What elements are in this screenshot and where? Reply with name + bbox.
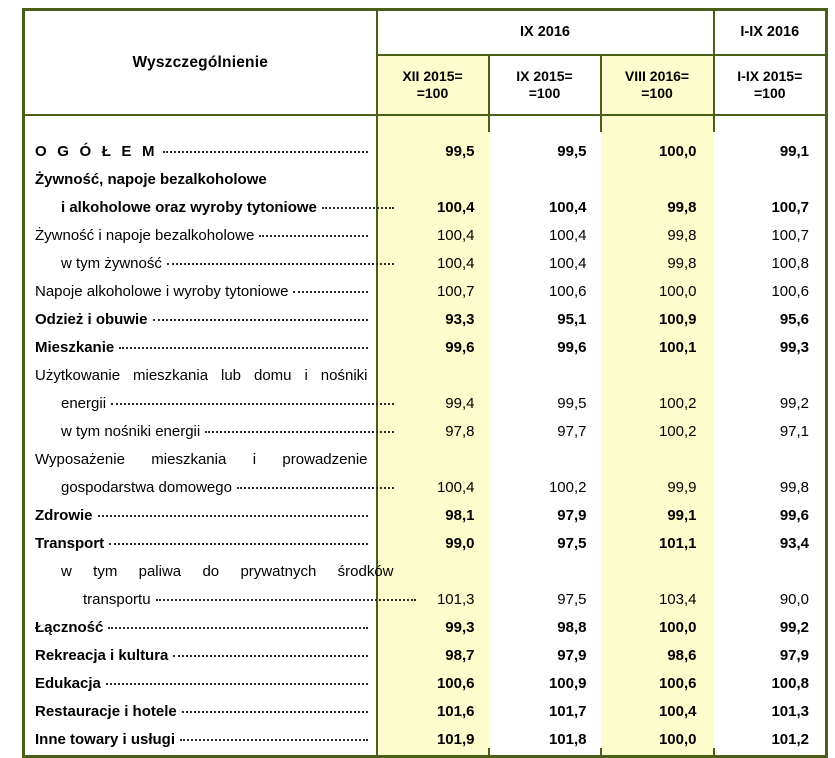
value-cell: 98,8 <box>489 608 601 636</box>
table-row <box>24 384 827 412</box>
value-cell: 97,9 <box>489 636 601 664</box>
value-cell: 95,6 <box>714 300 827 328</box>
value-cell: 97,5 <box>489 524 601 552</box>
table-row <box>24 552 827 580</box>
value-cell: 98,1 <box>377 496 489 524</box>
sub-header-viii-2016: VIII 2016= =100 <box>601 55 714 115</box>
value-cell: 100,7 <box>714 188 827 216</box>
value-cell: 100,0 <box>601 272 714 300</box>
row-label-cell <box>24 580 377 608</box>
value-cell: 103,4 <box>601 580 714 608</box>
row-label-leader <box>35 311 368 328</box>
row-label-cell <box>24 384 377 412</box>
row-label: transportu <box>83 591 151 608</box>
value-cell <box>714 160 827 188</box>
value-cell: 99,1 <box>714 132 827 160</box>
value-cell: 97,9 <box>489 496 601 524</box>
table-row <box>24 328 827 356</box>
spacer-cell <box>714 115 827 132</box>
value-cell: 101,8 <box>489 720 601 748</box>
leader-dots <box>163 151 368 153</box>
value-cell: 100,2 <box>489 468 601 496</box>
value-cell: 100,7 <box>377 272 489 300</box>
value-cell: 100,9 <box>601 300 714 328</box>
table-spacer-row <box>24 115 827 132</box>
table-row <box>24 132 827 160</box>
leader-dots <box>119 347 367 349</box>
value-cell: 97,9 <box>714 636 827 664</box>
table-row <box>24 580 827 608</box>
table-row <box>24 664 827 692</box>
value-cell: 100,4 <box>489 188 601 216</box>
value-cell: 99,4 <box>377 384 489 412</box>
leader-dots <box>180 739 367 741</box>
row-label-leader <box>35 283 368 300</box>
group-header-ix-2016: IX 2016 <box>377 10 714 56</box>
row-label: Restauracje i hotele <box>35 703 177 720</box>
row-label-cell <box>24 188 377 216</box>
value-cell <box>601 440 714 468</box>
table-row <box>24 412 827 440</box>
value-cell: 98,6 <box>601 636 714 664</box>
value-cell: 99,8 <box>601 216 714 244</box>
leader-dots <box>153 319 368 321</box>
row-label: energii <box>61 395 107 412</box>
spacer-cell <box>24 115 377 132</box>
row-label-cell <box>24 132 377 160</box>
table-row <box>24 496 827 524</box>
value-cell: 100,8 <box>714 244 827 272</box>
value-cell: 100,4 <box>377 468 489 496</box>
value-cell: 100,9 <box>489 664 601 692</box>
row-label-leader <box>35 227 368 244</box>
value-cell <box>601 356 714 384</box>
row-label-leader <box>35 143 368 160</box>
row-label-cell <box>24 552 394 580</box>
value-cell: 100,4 <box>489 216 601 244</box>
value-cell: 93,4 <box>714 524 827 552</box>
row-label-cell <box>24 608 377 636</box>
row-label-cell <box>24 440 377 468</box>
spacer-cell <box>377 748 489 757</box>
spacer-cell <box>489 748 601 757</box>
value-cell: 100,7 <box>714 216 827 244</box>
value-cell: 100,6 <box>377 664 489 692</box>
value-cell: 99,8 <box>714 468 827 496</box>
value-cell: 100,2 <box>601 384 714 412</box>
row-label: Żywność, napoje bezalkoholowe <box>35 171 267 188</box>
value-cell <box>489 440 601 468</box>
value-cell: 99,5 <box>377 132 489 160</box>
value-cell: 101,1 <box>601 524 714 552</box>
value-cell <box>489 552 601 580</box>
value-cell: 99,9 <box>601 468 714 496</box>
leader-dots <box>106 683 368 685</box>
value-cell: 99,6 <box>489 328 601 356</box>
value-cell: 100,8 <box>714 664 827 692</box>
row-label-cell <box>24 468 377 496</box>
value-cell: 101,2 <box>714 720 827 748</box>
value-cell: 100,6 <box>489 272 601 300</box>
leader-dots <box>322 207 394 209</box>
leader-dots <box>182 711 368 713</box>
value-cell <box>601 160 714 188</box>
row-label-cell <box>24 664 377 692</box>
value-cell: 100,4 <box>601 692 714 720</box>
value-cell: 100,4 <box>377 216 489 244</box>
row-label-leader <box>35 171 368 188</box>
table-row <box>24 216 827 244</box>
table-row <box>24 356 827 384</box>
row-label: w tym nośniki energii <box>61 423 201 440</box>
row-label: Transport <box>35 535 105 552</box>
row-label-leader <box>35 423 394 440</box>
row-label-leader <box>35 703 368 720</box>
row-label: Żywność i napoje bezalkoholowe <box>35 227 255 244</box>
leader-dots <box>293 291 367 293</box>
value-cell: 100,0 <box>601 720 714 748</box>
row-label-cell <box>24 524 377 552</box>
row-label: Łączność <box>35 619 104 636</box>
value-cell <box>714 440 827 468</box>
row-label-leader <box>35 507 368 524</box>
value-cell: 100,0 <box>601 132 714 160</box>
value-cell: 99,6 <box>377 328 489 356</box>
row-label-leader <box>35 647 368 664</box>
row-label-cell <box>24 356 377 384</box>
row-label: w tym żywność <box>61 255 162 272</box>
value-cell <box>714 356 827 384</box>
value-cell: 100,2 <box>601 412 714 440</box>
sub-header-xii-2015: XII 2015= =100 <box>377 55 489 115</box>
value-cell: 97,7 <box>489 412 601 440</box>
value-cell: 99,6 <box>714 496 827 524</box>
value-cell <box>601 552 714 580</box>
table-row <box>24 188 827 216</box>
value-cell: 98,7 <box>377 636 489 664</box>
table-row <box>24 300 827 328</box>
value-cell: 100,6 <box>714 272 827 300</box>
value-cell: 93,3 <box>377 300 489 328</box>
leader-dots <box>173 655 367 657</box>
value-cell <box>714 552 827 580</box>
leader-dots <box>108 627 367 629</box>
row-label: Inne towary i usługi <box>35 731 176 748</box>
row-label-leader <box>35 731 368 748</box>
table-row <box>24 440 827 468</box>
row-label: Napoje alkoholowe i wyroby tytoniowe <box>35 283 289 300</box>
leader-dots <box>156 599 416 601</box>
value-cell: 101,3 <box>377 580 489 608</box>
spacer-cell <box>601 748 714 757</box>
row-label-leader <box>35 479 394 496</box>
value-cell: 99,0 <box>377 524 489 552</box>
value-cell: 101,6 <box>377 692 489 720</box>
value-cell: 99,3 <box>377 608 489 636</box>
table-spacer-row <box>24 748 827 757</box>
table-row <box>24 272 827 300</box>
row-label: Użytkowanie mieszkania lub domu i nośniki <box>35 367 368 384</box>
value-cell: 99,5 <box>489 384 601 412</box>
value-cell: 100,1 <box>601 328 714 356</box>
value-cell: 95,1 <box>489 300 601 328</box>
price-index-table <box>22 8 828 758</box>
value-cell: 97,5 <box>489 580 601 608</box>
value-cell: 97,8 <box>377 412 489 440</box>
table-row <box>24 692 827 720</box>
row-label-leader <box>35 339 368 356</box>
row-label-leader <box>35 619 368 636</box>
value-cell: 97,1 <box>714 412 827 440</box>
stub-header: Wyszczególnienie <box>24 10 377 116</box>
row-label: i alkoholowe oraz wyroby tytoniowe <box>61 199 317 216</box>
value-cell: 99,2 <box>714 384 827 412</box>
spacer-cell <box>489 115 601 132</box>
value-cell: 99,8 <box>601 188 714 216</box>
value-cell: 100,4 <box>377 244 489 272</box>
leader-dots <box>109 543 367 545</box>
value-cell: 99,1 <box>601 496 714 524</box>
row-label-cell <box>24 412 377 440</box>
table-row <box>24 524 827 552</box>
value-cell <box>489 356 601 384</box>
row-label-cell <box>24 216 377 244</box>
row-label-cell <box>24 300 377 328</box>
value-cell: 100,4 <box>489 244 601 272</box>
row-label-cell <box>24 496 377 524</box>
table-row <box>24 720 827 748</box>
row-label: Odzież i obuwie <box>35 311 148 328</box>
row-label-leader <box>35 395 394 412</box>
sub-header-i-ix-2015: I-IX 2015= =100 <box>714 55 827 115</box>
row-label-leader <box>35 255 394 272</box>
row-label-leader <box>35 675 368 692</box>
leader-dots <box>111 403 393 405</box>
value-cell: 99,2 <box>714 608 827 636</box>
row-label: O G Ó Ł E M <box>35 143 158 160</box>
row-label-cell <box>24 636 377 664</box>
row-label-cell <box>24 272 377 300</box>
table-row <box>24 468 827 496</box>
value-cell <box>377 440 489 468</box>
row-label-cell <box>24 160 377 188</box>
leader-dots <box>167 263 394 265</box>
spacer-cell <box>714 748 827 757</box>
row-label: Mieszkanie <box>35 339 115 356</box>
table-row <box>24 608 827 636</box>
row-label: Wyposażenie mieszkania i prowadzenie <box>35 451 368 468</box>
row-label: Edukacja <box>35 675 101 692</box>
row-label-cell <box>24 328 377 356</box>
row-label-leader <box>35 535 368 552</box>
row-label-cell <box>24 244 377 272</box>
group-header-i-ix-2016: I-IX 2016 <box>714 10 827 56</box>
row-label: gospodarstwa domowego <box>61 479 232 496</box>
sub-header-ix-2015: IX 2015= =100 <box>489 55 601 115</box>
value-cell: 100,0 <box>601 608 714 636</box>
value-cell: 90,0 <box>714 580 827 608</box>
value-cell: 101,7 <box>489 692 601 720</box>
header-row-groups <box>24 10 827 56</box>
value-cell <box>377 356 489 384</box>
row-label: w tym paliwa do prywatnych środków <box>61 563 394 580</box>
row-label-cell <box>24 720 377 748</box>
table-header <box>24 10 827 116</box>
row-label: Rekreacja i kultura <box>35 647 169 664</box>
spacer-cell <box>24 748 377 757</box>
value-cell: 99,5 <box>489 132 601 160</box>
leader-dots <box>259 235 367 237</box>
table-row <box>24 636 827 664</box>
value-cell: 100,6 <box>601 664 714 692</box>
table-row <box>24 160 827 188</box>
leader-dots <box>237 487 394 489</box>
value-cell: 99,8 <box>601 244 714 272</box>
value-cell: 101,3 <box>714 692 827 720</box>
spacer-cell <box>377 115 489 132</box>
table-body <box>24 115 827 757</box>
value-cell <box>377 160 489 188</box>
row-label-leader <box>35 199 394 216</box>
row-label-leader <box>35 591 416 608</box>
leader-dots <box>98 515 368 517</box>
table-row <box>24 244 827 272</box>
spacer-cell <box>601 115 714 132</box>
row-label: Zdrowie <box>35 507 93 524</box>
value-cell <box>489 160 601 188</box>
value-cell: 100,4 <box>377 188 489 216</box>
value-cell: 101,9 <box>377 720 489 748</box>
value-cell: 99,3 <box>714 328 827 356</box>
row-label-cell <box>24 692 377 720</box>
leader-dots <box>205 431 393 433</box>
